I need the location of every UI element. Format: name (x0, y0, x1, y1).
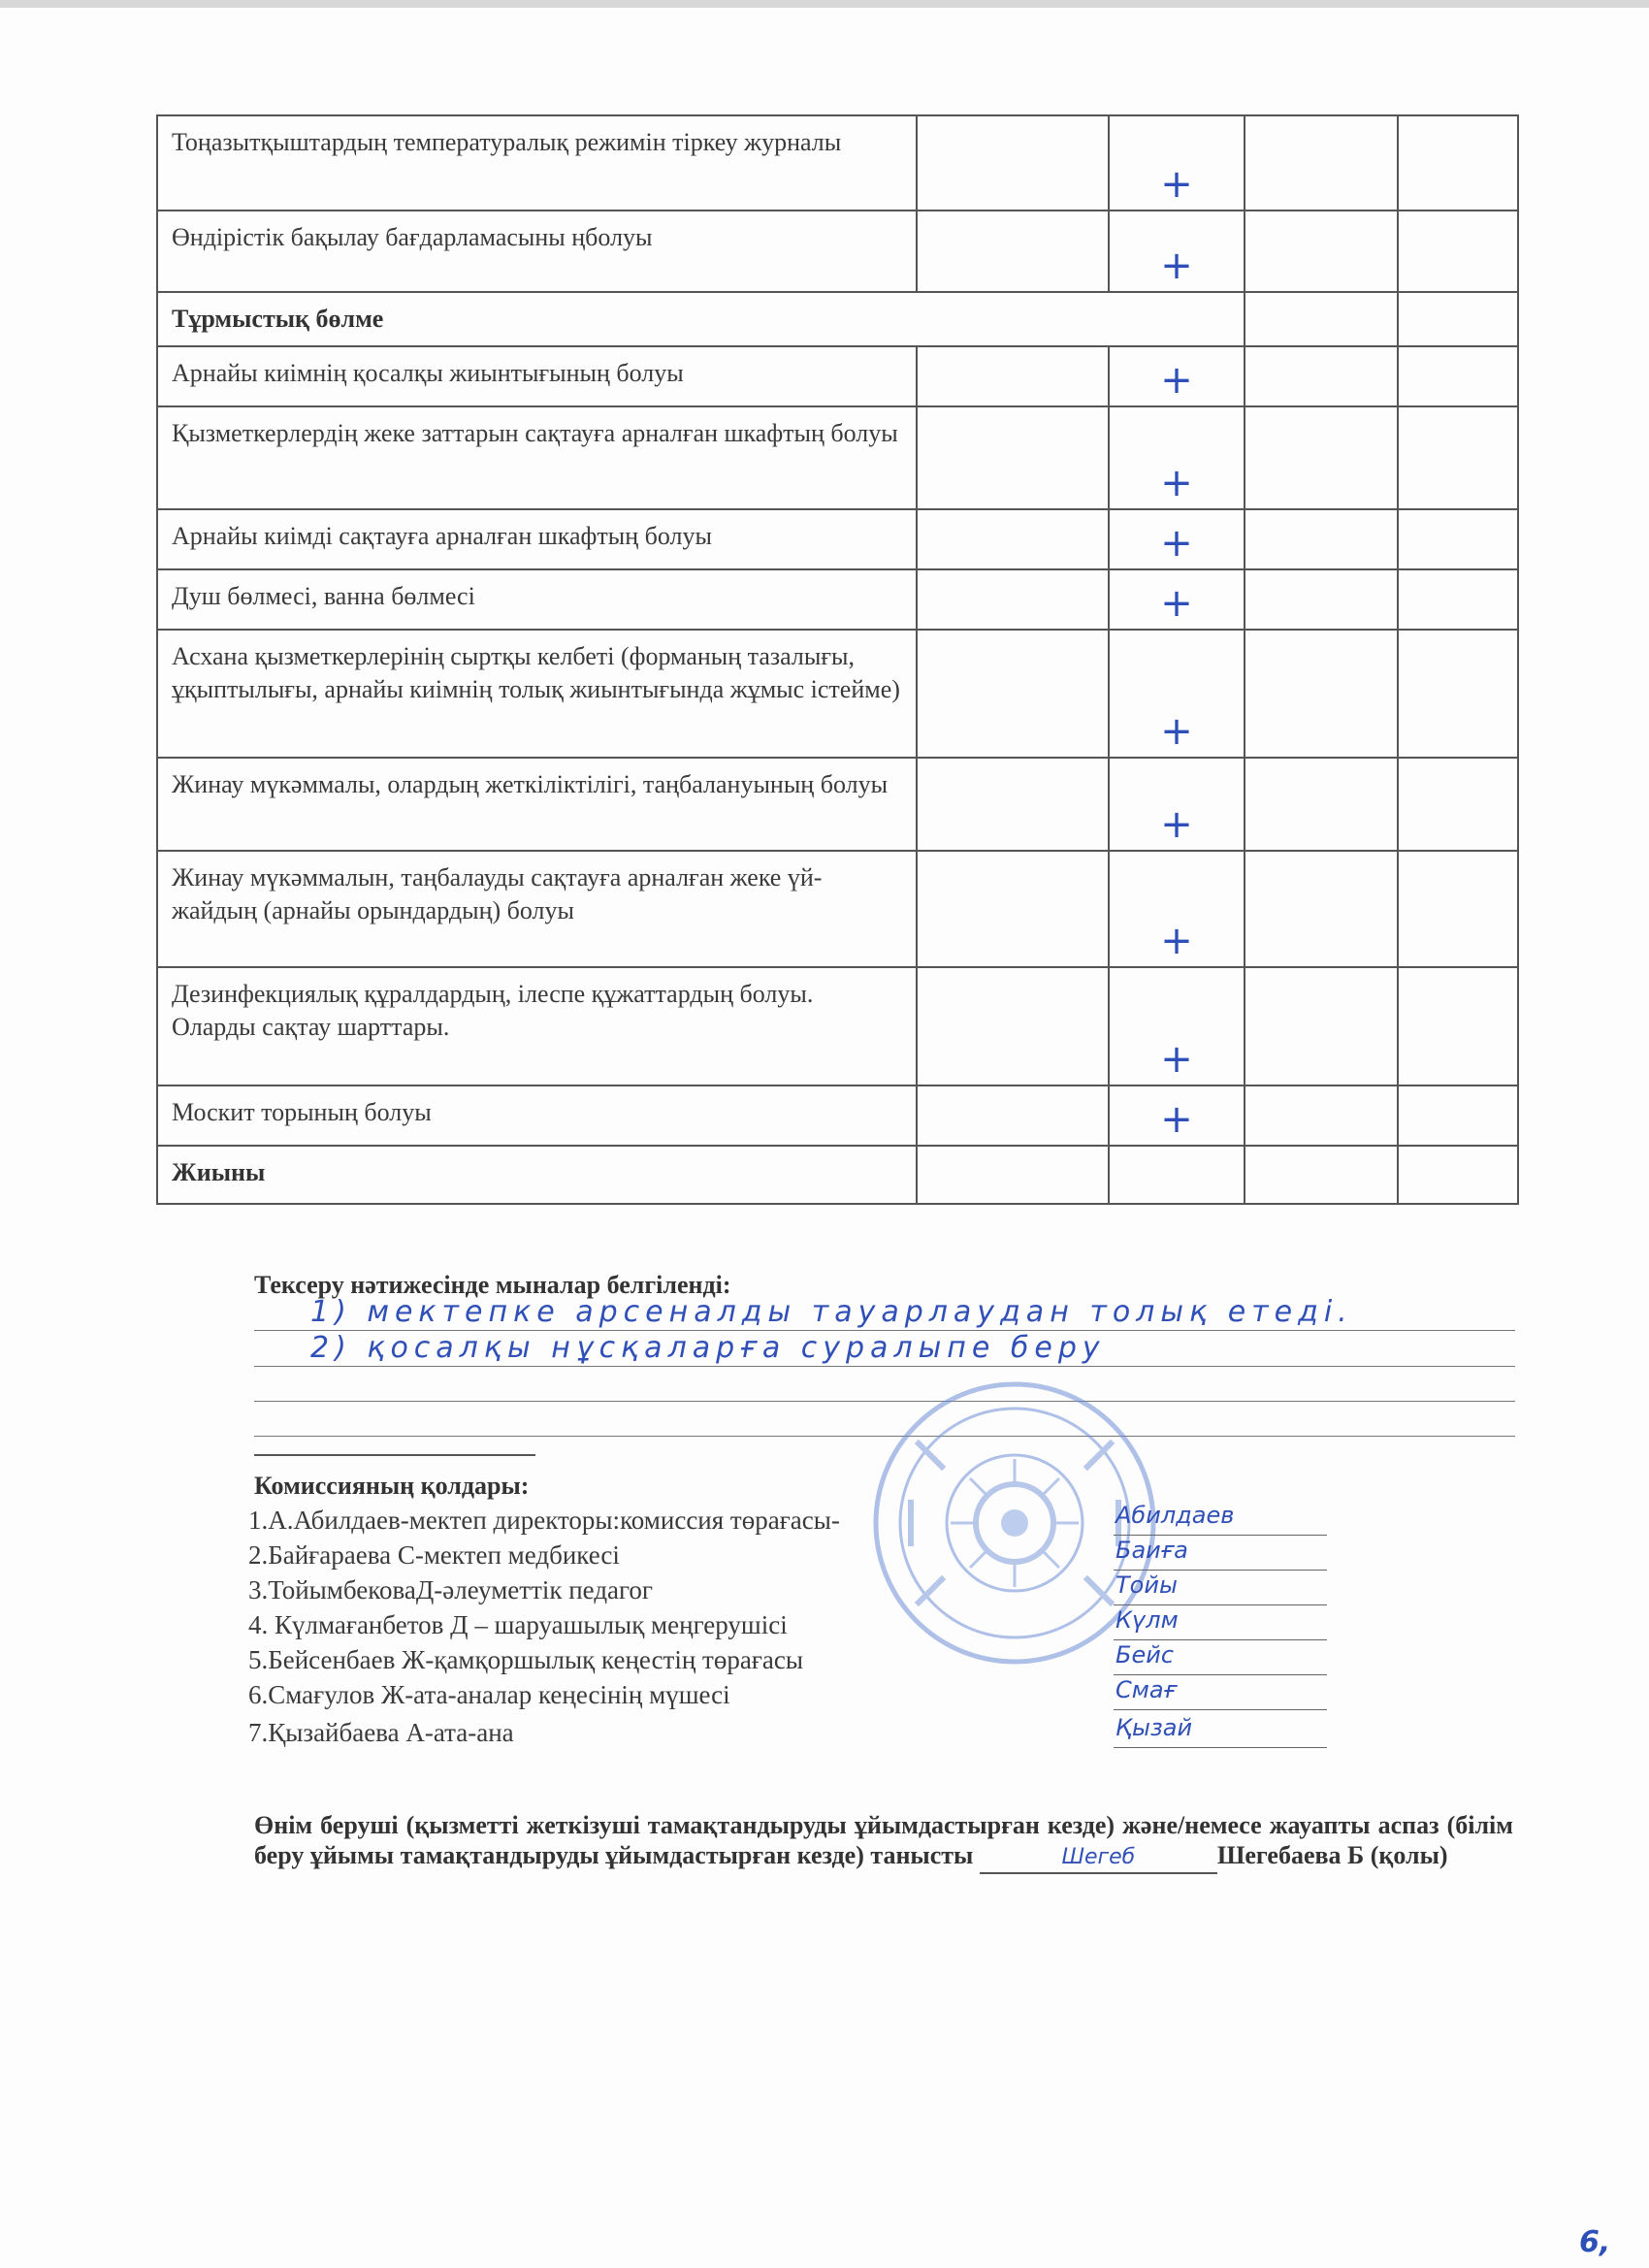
table-row (157, 509, 1518, 569)
empty-cell (1245, 1146, 1398, 1204)
table-row (157, 115, 1518, 211)
total-label: Жиыны (157, 1146, 917, 1204)
acknowledgement-name: Шегебаева Б (қолы) (1216, 1841, 1448, 1869)
criterion-label: Жинау мүкәммалы, олардың жеткіліктілігі, таңбалануының болуы (157, 758, 917, 851)
scan-edge (0, 0, 1649, 8)
empty-cell (1398, 1085, 1518, 1146)
signature-line (1114, 1535, 1327, 1536)
check-mark: + (1109, 851, 1245, 967)
check-mark: + (1109, 509, 1245, 569)
empty-cell (1398, 509, 1518, 569)
empty-cell (1245, 967, 1398, 1085)
acknowledgement (254, 1810, 1513, 1874)
criterion-label: Арнайы киімнің қосалқы жиынтығының болуы (157, 346, 917, 406)
acknowledgement-signature: Шегеб (980, 1842, 1217, 1874)
table-row (157, 346, 1518, 406)
finding-line-2: 2) қосалқы нұсқаларға суралыпе беру (310, 1331, 1106, 1365)
criterion-label: Өндірістік бақылау бағдарламасыны ңболуы (157, 211, 917, 292)
table-row (157, 851, 1518, 967)
empty-cell (1245, 1085, 1398, 1146)
check-mark: + (1109, 758, 1245, 851)
commission-member: 3.ТойымбековаД-әлеуметтік педагог (248, 1575, 654, 1604)
empty-cell (1398, 115, 1518, 211)
table-row (157, 967, 1518, 1085)
empty-cell (917, 630, 1109, 758)
empty-cell (1398, 346, 1518, 406)
table-row (157, 1085, 1518, 1146)
empty-cell (1245, 346, 1398, 406)
member-signature: Баиға (1116, 1537, 1188, 1564)
criterion-label: Жинау мүкәммалын, таңбалауды сақтауға арналған жеке үй-жайдың (арнайы орындардың) болуы (157, 851, 917, 967)
empty-cell (1398, 630, 1518, 758)
commission-member: 4. Күлмағанбетов Д – шаруашылық меңгерушісі (248, 1610, 788, 1639)
empty-cell (917, 1146, 1109, 1204)
member-signature: Бейс (1116, 1641, 1175, 1669)
commission-member: 6.Смағулов Ж-ата-аналар кеңесінің мүшесі (248, 1680, 730, 1709)
table-row (157, 569, 1518, 630)
empty-cell (917, 569, 1109, 630)
empty-cell (1398, 758, 1518, 851)
empty-cell (917, 967, 1109, 1085)
criterion-label: Қызметкерлердің жеке заттарын сақтауға арналған шкафтың болуы (157, 406, 917, 509)
member-signature: Абилдаев (1116, 1502, 1235, 1529)
empty-cell (917, 115, 1109, 211)
finding-line-1: 1) мектепке арсеналды тауарлаудан толық етеді. (310, 1295, 1353, 1329)
table-row (157, 630, 1518, 758)
empty-cell (1398, 1146, 1518, 1204)
table-section-row (157, 292, 1518, 346)
empty-cell (1245, 758, 1398, 851)
table-total-row (157, 1146, 1518, 1204)
empty-cell (1245, 211, 1398, 292)
criterion-label: Душ бөлмесі, ванна бөлмесі (157, 569, 917, 630)
commission-member: 7.Қызайбаева А-ата-ана (248, 1718, 514, 1747)
findings-heading: Тексеру нәтижесінде мыналар белгіленді: (254, 1271, 731, 1299)
criterion-label: Асхана қызметкерлерінің сыртқы келбеті (форманың тазалығы, ұқыптылығы, арнайы киімнің толық жиынтығында жұмыс істейме) (157, 630, 917, 758)
empty-cell (1245, 406, 1398, 509)
empty-cell (917, 1085, 1109, 1146)
rule-line (254, 1366, 1515, 1367)
empty-cell (1245, 509, 1398, 569)
rule-line-short (254, 1454, 535, 1456)
check-mark: + (1109, 115, 1245, 211)
signature-line (1114, 1709, 1327, 1710)
signature-line (1114, 1747, 1327, 1748)
empty-cell (1398, 967, 1518, 1085)
check-mark: + (1109, 569, 1245, 630)
criterion-label: Арнайы киімді сақтауға арналған шкафтың болуы (157, 509, 917, 569)
section-label: Тұрмыстық бөлме (157, 292, 1245, 346)
check-mark: + (1109, 630, 1245, 758)
table-row (157, 406, 1518, 509)
empty-cell (1398, 292, 1518, 346)
acknowledgement-text: Өнім беруші (қызметті жеткізуші тамақтандыруды ұйымдастырған кезде) және/немесе жауапты аспаз (білім беру ұйымы тамақтандыруды ұйымдастырған кезде) танысты (254, 1811, 1513, 1869)
empty-cell (1109, 1146, 1245, 1204)
check-mark: + (1109, 406, 1245, 509)
empty-cell (917, 758, 1109, 851)
page-number: 6, (1579, 2225, 1611, 2259)
empty-cell (917, 406, 1109, 509)
empty-cell (917, 211, 1109, 292)
empty-cell (917, 851, 1109, 967)
signature-line (1114, 1674, 1327, 1675)
criterion-label: Москит торының болуы (157, 1085, 917, 1146)
empty-cell (1245, 292, 1398, 346)
table-row (157, 211, 1518, 292)
commission-member: 1.А.Абилдаев-мектеп директоры:комиссия төрағасы- (248, 1506, 840, 1535)
empty-cell (917, 509, 1109, 569)
table-row (157, 758, 1518, 851)
check-mark: + (1109, 967, 1245, 1085)
empty-cell (1398, 851, 1518, 967)
empty-cell (1245, 115, 1398, 211)
commission-heading: Комиссияның қолдары: (254, 1472, 530, 1500)
empty-cell (1245, 569, 1398, 630)
empty-cell (1245, 630, 1398, 758)
check-mark: + (1109, 1085, 1245, 1146)
check-mark: + (1109, 211, 1245, 292)
empty-cell (917, 346, 1109, 406)
member-signature: Күлм (1116, 1606, 1179, 1634)
empty-cell (1245, 851, 1398, 967)
commission-member: 5.Бейсенбаев Ж-қамқоршылық кеңестің төрағасы (248, 1645, 804, 1674)
member-signature: Қызай (1116, 1714, 1193, 1741)
member-signature: Смағ (1116, 1676, 1177, 1703)
inspection-table (156, 114, 1519, 1205)
signature-line (1114, 1639, 1327, 1640)
empty-cell (1398, 406, 1518, 509)
commission-member: 2.Байғараева С-мектеп медбикесі (248, 1540, 620, 1570)
empty-cell (1398, 211, 1518, 292)
member-signature: Тойы (1116, 1571, 1178, 1599)
check-mark: + (1109, 346, 1245, 406)
signature-line (1114, 1604, 1327, 1605)
criterion-label: Дезинфекциялық құралдардың, ілеспе құжаттардың болуы. Оларды сақтау шарттары. (157, 967, 917, 1085)
empty-cell (1398, 569, 1518, 630)
signature-line (1114, 1570, 1327, 1571)
criterion-label: Тоңазытқыштардың температуралық режимін тіркеу журналы (157, 115, 917, 211)
